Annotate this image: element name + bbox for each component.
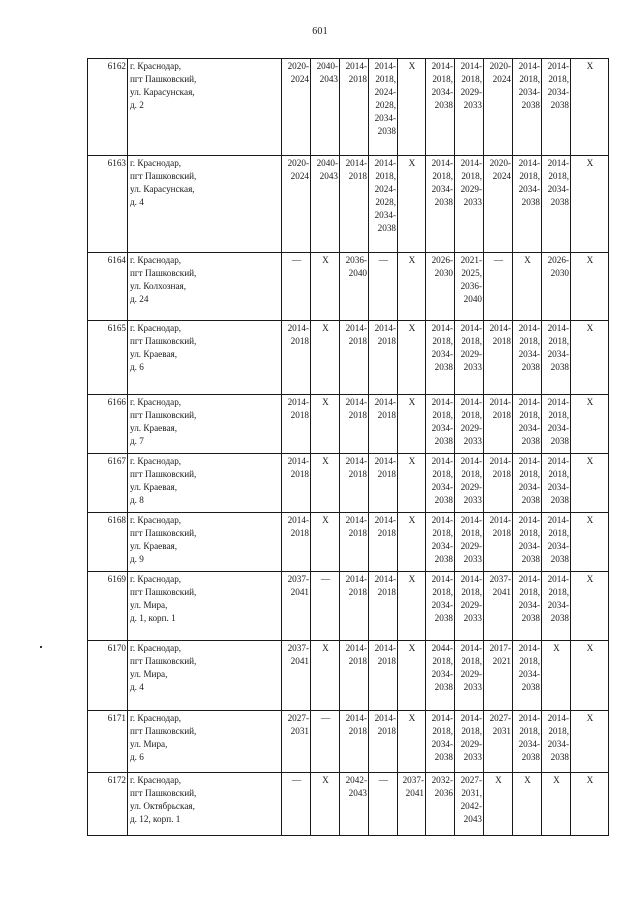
period-cell <box>340 711 369 773</box>
period-cell <box>426 454 455 513</box>
address-cell <box>128 156 282 253</box>
address-cell <box>128 395 282 454</box>
period-cell <box>571 59 609 156</box>
period-text: X <box>524 255 531 265</box>
period-cell <box>340 641 369 711</box>
period-text: 2042- 2043 <box>345 775 367 798</box>
period-cell <box>513 454 542 513</box>
period-text: X <box>408 255 416 265</box>
period-text: 2014- 2018, 2034- 2038 <box>518 713 540 762</box>
period-text: 2014- 2018, 2029- 2033 <box>460 515 482 564</box>
period-text: 2014- 2018, 2034- 2038 <box>547 713 569 762</box>
address-cell <box>128 59 282 156</box>
period-cell <box>426 711 455 773</box>
period-text: 2014- 2018 <box>345 643 367 666</box>
period-text: 2017- 2021 <box>489 643 511 666</box>
period-text: 2014- 2018, 2024- 2028, 2034- 2038 <box>374 61 396 136</box>
period-text: 2014- 2018 <box>345 574 367 597</box>
period-text: X <box>586 574 594 584</box>
period-text: 2014- 2018, 2029- 2033 <box>460 158 482 207</box>
address-text: г. Краснодар, пгт Пашковский, ул. Мира, д. 4 <box>130 643 197 692</box>
table-row <box>88 572 609 641</box>
period-cell <box>426 253 455 321</box>
table-body <box>88 59 609 836</box>
period-cell <box>513 513 542 572</box>
period-cell <box>513 321 542 395</box>
period-cell <box>282 156 311 253</box>
period-text: 2014- 2018, 2029- 2033 <box>460 713 482 762</box>
period-text: 2014- 2018 <box>374 643 396 666</box>
period-text: X <box>408 456 416 466</box>
period-cell <box>571 253 609 321</box>
period-text: 2021- 2025, 2036- 2040 <box>460 255 482 304</box>
period-text: 2014- 2018, 2034- 2038 <box>518 456 540 505</box>
address-text: г. Краснодар, пгт Пашковский, ул. Октябрьская, д. 12, корп. 1 <box>130 775 197 824</box>
period-cell <box>542 395 571 454</box>
address-text: г. Краснодар, пгт Пашковский, ул. Карасунская, д. 4 <box>130 158 197 207</box>
period-cell <box>484 572 513 641</box>
period-text: 2014- 2018, 2034- 2038 <box>431 61 453 110</box>
period-text: 2020- 2024 <box>489 158 511 181</box>
period-cell <box>455 513 484 572</box>
period-text: 2014- 2018, 2029- 2033 <box>460 323 482 372</box>
period-cell <box>426 641 455 711</box>
period-text: — <box>378 255 389 265</box>
table-row <box>88 253 609 321</box>
address-cell <box>128 641 282 711</box>
period-cell <box>340 59 369 156</box>
period-text: X <box>586 775 594 785</box>
period-cell <box>369 321 398 395</box>
period-cell <box>455 711 484 773</box>
period-cell <box>484 454 513 513</box>
period-cell <box>542 59 571 156</box>
period-text: X <box>586 158 594 168</box>
period-text: 2014- 2018 <box>345 158 367 181</box>
period-cell <box>571 156 609 253</box>
period-cell <box>455 253 484 321</box>
period-cell <box>513 773 542 836</box>
period-cell <box>426 59 455 156</box>
address-text: г. Краснодар, пгт Пашковский, ул. Карасунская, д. 2 <box>130 61 197 110</box>
period-cell <box>398 641 426 711</box>
table-row <box>88 513 609 572</box>
period-text: 2014- 2018 <box>374 515 396 538</box>
period-text: X <box>408 323 416 333</box>
period-cell <box>369 156 398 253</box>
period-cell <box>340 156 369 253</box>
period-text: 2014- 2018 <box>374 574 396 597</box>
address-text: г. Краснодар, пгт Пашковский, ул. Краевая, д. 6 <box>130 323 197 372</box>
period-text: — <box>378 775 389 785</box>
period-cell <box>542 711 571 773</box>
period-text: 2014- 2018, 2034- 2038 <box>518 158 540 207</box>
period-cell <box>282 711 311 773</box>
period-text: 2014- 2018 <box>345 456 367 479</box>
period-text: 2014- 2018, 2034- 2038 <box>547 574 569 623</box>
period-text: 2014- 2018, 2034- 2038 <box>431 397 453 446</box>
period-cell <box>513 395 542 454</box>
period-text: X <box>495 775 502 785</box>
period-cell <box>455 395 484 454</box>
period-cell <box>340 513 369 572</box>
period-text: 2014- 2018 <box>374 456 396 479</box>
period-cell <box>571 641 609 711</box>
period-cell <box>455 59 484 156</box>
address-cell <box>128 253 282 321</box>
period-text: X <box>408 158 416 168</box>
period-cell <box>369 59 398 156</box>
period-text: 2014- 2018 <box>287 456 309 479</box>
period-cell <box>398 572 426 641</box>
period-text: X <box>586 643 594 653</box>
period-text: 2014- 2018 <box>374 713 396 736</box>
period-text: 2014- 2018, 2029- 2033 <box>460 574 482 623</box>
table-row <box>88 454 609 513</box>
period-cell <box>369 773 398 836</box>
period-cell <box>542 454 571 513</box>
period-text: 2014- 2018, 2034- 2038 <box>431 158 453 207</box>
address-text: г. Краснодар, пгт Пашковский, ул. Колхозная, д. 24 <box>130 255 197 304</box>
period-text: 2014- 2018, 2034- 2038 <box>547 323 569 372</box>
period-text: 2040- 2043 <box>316 61 338 84</box>
table-row <box>88 321 609 395</box>
period-cell <box>311 513 340 572</box>
period-cell <box>398 59 426 156</box>
table-row <box>88 773 609 836</box>
period-cell <box>426 773 455 836</box>
address-cell <box>128 454 282 513</box>
table-row <box>88 641 609 711</box>
period-text: X <box>408 515 416 525</box>
period-cell <box>311 711 340 773</box>
period-cell <box>282 641 311 711</box>
row-number-cell: 6165 <box>88 321 128 395</box>
period-cell <box>398 711 426 773</box>
period-text: 2014- 2018, 2034- 2038 <box>547 456 569 505</box>
table-row <box>88 711 609 773</box>
period-text: X <box>553 775 560 785</box>
period-text: 2014- 2018, 2034- 2038 <box>431 515 453 564</box>
period-text: X <box>322 456 329 466</box>
table-row <box>88 59 609 156</box>
period-cell <box>513 59 542 156</box>
period-text: 2014- 2018, 2034- 2038 <box>431 574 453 623</box>
period-cell <box>571 321 609 395</box>
period-text: 2014- 2018, 2034- 2038 <box>547 158 569 207</box>
period-text: X <box>553 643 560 653</box>
period-cell <box>542 513 571 572</box>
period-text: 2014- 2018, 2034- 2038 <box>518 323 540 372</box>
period-cell <box>282 321 311 395</box>
period-cell <box>542 156 571 253</box>
period-text: 2036- 2040 <box>345 255 367 278</box>
period-text: 2014- 2018, 2034- 2038 <box>431 713 453 762</box>
row-number-cell: 6164 <box>88 253 128 321</box>
period-text: 2014- 2018 <box>489 456 511 479</box>
period-text: — <box>320 713 331 723</box>
period-cell <box>426 513 455 572</box>
period-text: 2014- 2018, 2034- 2038 <box>518 574 540 623</box>
period-cell <box>398 321 426 395</box>
period-text: 2014- 2018 <box>345 397 367 420</box>
period-cell <box>484 395 513 454</box>
period-cell <box>542 641 571 711</box>
row-number-cell: 6168 <box>88 513 128 572</box>
period-text: 2014- 2018, 2029- 2033 <box>460 397 482 446</box>
row-number-cell: 6170 <box>88 641 128 711</box>
period-text: 2014- 2018 <box>374 397 396 420</box>
period-cell <box>426 572 455 641</box>
period-cell <box>484 156 513 253</box>
period-text: 2037- 2041 <box>402 775 424 798</box>
period-text: 2014- 2018, 2034- 2038 <box>547 397 569 446</box>
address-text: г. Краснодар, пгт Пашковский, ул. Мира, д. 6 <box>130 713 197 762</box>
period-text: 2026- 2030 <box>547 255 569 278</box>
period-cell <box>311 395 340 454</box>
period-text: 2014- 2018, 2034- 2038 <box>518 643 540 692</box>
period-cell <box>282 395 311 454</box>
period-cell <box>513 253 542 321</box>
period-cell <box>513 641 542 711</box>
period-text: X <box>408 574 416 584</box>
period-text: X <box>408 397 416 407</box>
row-number-cell: 6167 <box>88 454 128 513</box>
period-cell <box>455 156 484 253</box>
period-text: 2014- 2018 <box>345 515 367 538</box>
period-cell <box>455 454 484 513</box>
period-cell <box>369 513 398 572</box>
period-cell <box>513 711 542 773</box>
period-cell <box>282 572 311 641</box>
period-text: 2014- 2018 <box>374 323 396 346</box>
period-text: X <box>586 713 594 723</box>
period-cell <box>542 321 571 395</box>
scan-speck <box>40 646 42 648</box>
period-cell <box>426 321 455 395</box>
period-text: 2027- 2031, 2042- 2043 <box>460 775 482 824</box>
period-text: 2020- 2024 <box>287 61 309 84</box>
address-cell <box>128 321 282 395</box>
period-text: X <box>322 515 329 525</box>
period-text: 2020- 2024 <box>489 61 511 84</box>
housing-repair-schedule-table <box>87 58 609 836</box>
row-number-cell: 6169 <box>88 572 128 641</box>
period-cell <box>398 156 426 253</box>
period-cell <box>398 253 426 321</box>
period-text: 2014- 2018, 2034- 2038 <box>547 61 569 110</box>
period-text: X <box>586 456 594 466</box>
period-cell <box>369 711 398 773</box>
period-cell <box>455 773 484 836</box>
row-number-cell: 6163 <box>88 156 128 253</box>
period-cell <box>426 395 455 454</box>
period-cell <box>484 513 513 572</box>
period-cell <box>369 253 398 321</box>
period-text: 2014- 2018 <box>345 323 367 346</box>
period-cell <box>513 156 542 253</box>
period-text: 2014- 2018, 2034- 2038 <box>518 61 540 110</box>
period-text: 2014- 2018, 2029- 2033 <box>460 456 482 505</box>
period-cell <box>513 572 542 641</box>
period-cell <box>398 773 426 836</box>
table-row <box>88 156 609 253</box>
period-text: 2027- 2031 <box>287 713 309 736</box>
period-text: 2044- 2018, 2034- 2038 <box>431 643 453 692</box>
address-text: г. Краснодар, пгт Пашковский, ул. Краевая, д. 9 <box>130 515 197 564</box>
period-cell <box>311 321 340 395</box>
period-cell <box>571 454 609 513</box>
period-text: X <box>322 775 329 785</box>
period-cell <box>571 773 609 836</box>
period-text: 2014- 2018 <box>489 397 511 420</box>
period-text: X <box>408 61 416 71</box>
period-text: 2014- 2018, 2034- 2038 <box>431 456 453 505</box>
period-text: — <box>291 255 302 265</box>
period-text: 2027- 2031 <box>489 713 511 736</box>
period-text: 2014- 2018 <box>345 61 367 84</box>
period-cell <box>484 253 513 321</box>
period-cell <box>311 773 340 836</box>
period-cell <box>542 773 571 836</box>
period-cell <box>311 59 340 156</box>
period-cell <box>282 454 311 513</box>
period-text: X <box>408 713 416 723</box>
address-cell <box>128 711 282 773</box>
period-cell <box>311 641 340 711</box>
period-cell <box>340 454 369 513</box>
period-cell <box>455 321 484 395</box>
period-cell <box>282 513 311 572</box>
address-cell <box>128 572 282 641</box>
period-cell <box>340 773 369 836</box>
period-text: 2032- 2036 <box>431 775 453 798</box>
period-cell <box>311 572 340 641</box>
period-text: X <box>586 255 594 265</box>
address-text: г. Краснодар, пгт Пашковский, ул. Мира, д. 1, корп. 1 <box>130 574 197 623</box>
period-cell <box>311 253 340 321</box>
table-row <box>88 395 609 454</box>
period-cell <box>571 572 609 641</box>
period-text: — <box>493 255 504 265</box>
row-number-cell: 6172 <box>88 773 128 836</box>
period-cell <box>340 253 369 321</box>
period-cell <box>484 321 513 395</box>
period-text: 2014- 2018, 2034- 2038 <box>518 397 540 446</box>
period-text: — <box>291 775 302 785</box>
period-text: 2014- 2018, 2034- 2038 <box>518 515 540 564</box>
period-cell <box>369 572 398 641</box>
period-cell <box>398 513 426 572</box>
period-text: — <box>320 574 331 584</box>
period-cell <box>340 572 369 641</box>
period-cell <box>455 641 484 711</box>
period-text: 2037- 2041 <box>489 574 511 597</box>
period-text: X <box>408 643 416 653</box>
period-cell <box>484 59 513 156</box>
row-number-cell: 6171 <box>88 711 128 773</box>
period-cell <box>369 395 398 454</box>
period-text: 2014- 2018, 2029- 2033 <box>460 643 482 692</box>
period-cell <box>426 156 455 253</box>
period-cell <box>484 773 513 836</box>
period-text: X <box>586 323 594 333</box>
period-text: X <box>586 397 594 407</box>
period-cell <box>369 641 398 711</box>
period-text: X <box>586 515 594 525</box>
period-text: X <box>524 775 531 785</box>
period-text: X <box>322 397 329 407</box>
period-text: 2020- 2024 <box>287 158 309 181</box>
period-cell <box>542 253 571 321</box>
period-text: X <box>322 323 329 333</box>
period-cell <box>484 641 513 711</box>
period-text: 2040- 2043 <box>316 158 338 181</box>
period-cell <box>282 773 311 836</box>
period-cell <box>398 454 426 513</box>
period-text: X <box>322 255 329 265</box>
period-text: 2014- 2018, 2034- 2038 <box>431 323 453 372</box>
period-cell <box>542 572 571 641</box>
period-cell <box>282 59 311 156</box>
period-cell <box>484 711 513 773</box>
period-text: 2014- 2018, 2029- 2033 <box>460 61 482 110</box>
period-cell <box>398 395 426 454</box>
period-text: 2014- 2018 <box>489 515 511 538</box>
period-text: 2014- 2018, 2024- 2028, 2034- 2038 <box>374 158 396 233</box>
period-text: X <box>586 61 594 71</box>
period-cell <box>571 395 609 454</box>
period-cell <box>455 572 484 641</box>
period-text: X <box>322 643 329 653</box>
period-text: 2026- 2030 <box>431 255 453 278</box>
period-cell <box>571 513 609 572</box>
page-number: 601 <box>312 26 328 37</box>
period-text: 2037- 2041 <box>287 643 309 666</box>
period-text: 2014- 2018 <box>345 713 367 736</box>
row-number-cell: 6162 <box>88 59 128 156</box>
address-cell <box>128 513 282 572</box>
address-text: г. Краснодар, пгт Пашковский, ул. Краевая, д. 7 <box>130 397 197 446</box>
address-text: г. Краснодар, пгт Пашковский, ул. Краевая, д. 8 <box>130 456 197 505</box>
period-text: 2014- 2018 <box>287 397 309 420</box>
row-number-cell: 6166 <box>88 395 128 454</box>
period-cell <box>340 395 369 454</box>
period-cell <box>311 454 340 513</box>
period-text: 2014- 2018 <box>287 515 309 538</box>
period-text: 2014- 2018 <box>287 323 309 346</box>
period-cell <box>282 253 311 321</box>
period-cell <box>571 711 609 773</box>
address-cell <box>128 773 282 836</box>
period-cell <box>311 156 340 253</box>
period-text: 2014- 2018 <box>489 323 511 346</box>
period-cell <box>340 321 369 395</box>
period-text: 2037- 2041 <box>287 574 309 597</box>
period-text: 2014- 2018, 2034- 2038 <box>547 515 569 564</box>
period-cell <box>369 454 398 513</box>
